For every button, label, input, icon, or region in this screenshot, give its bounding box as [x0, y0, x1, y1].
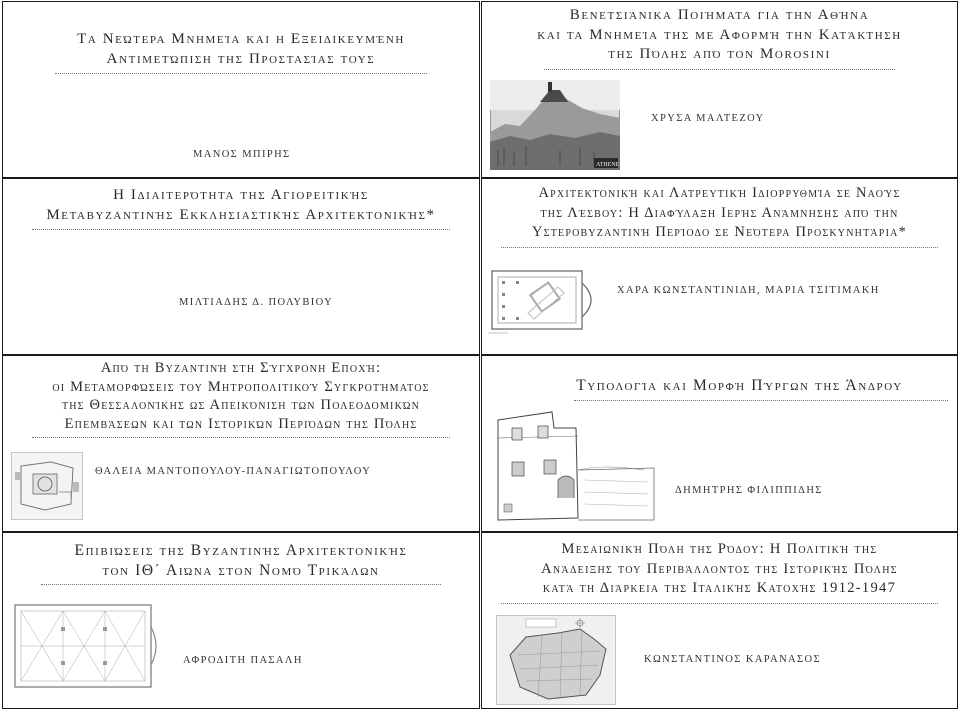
article-author: ΜΑΝΟΣ ΜΠΙΡΗΣ	[193, 149, 291, 160]
title-line: Τα Νεώτερα Μνημεία και η Εξειδικευμένη	[77, 31, 405, 47]
article-title	[3, 541, 479, 585]
article-card-2	[481, 1, 958, 178]
article-author: ΧΡΥΣΑ ΜΑΛΤΕΖΟΥ	[651, 113, 765, 124]
church-floor-plan-drawing	[11, 597, 161, 697]
dotted-rule	[501, 603, 938, 604]
article-title	[3, 30, 479, 74]
title-line: Αντιμετώπιση της Προστασίας τους	[106, 50, 376, 67]
title-line: Βενετσιάνικα Ποιήματα για την Αθήνα	[569, 7, 870, 23]
dotted-rule	[32, 437, 451, 438]
tower-elevation-drawing	[494, 408, 656, 524]
svg-text:ATHENE: ATHENE	[596, 162, 620, 168]
title-line: Επεμβάσεων και των Ιστορικών Περιόδων της Πόλης	[64, 415, 418, 432]
dotted-rule	[544, 69, 896, 70]
article-author: ΘΑΛΕΙΑ ΜΑΝΤΟΠΟΥΛΟΥ-ΠΑΝΑΓΙΩΤΟΠΟΥΛΟΥ	[95, 466, 372, 477]
article-author: ΑΦΡΟΔΙΤΗ ΠΑΣΑΛΗ	[183, 655, 303, 666]
title-line: Αρχιτεκτονική και Λατρευτική Ιδιορρυθμία σε Ναούς	[538, 185, 901, 201]
article-title	[482, 184, 957, 248]
title-line: Ανάδειξης του Περιβάλλοντος της Ιστορικής Πόλης	[541, 560, 898, 577]
dotted-rule	[32, 229, 451, 230]
article-card-8	[481, 532, 958, 709]
title-line: της Λέσβου: Η Διαφύλαξη Ιερής Ανάμνησης από την	[540, 204, 899, 221]
article-card-1	[2, 1, 480, 178]
article-author: ΚΩΝΣΤΑΝΤΙΝΟΣ ΚΑΡΑΝΑΣΟΣ	[644, 654, 822, 665]
title-line: οι Μεταμορφώσεις του Μητροπολιτικού Συγκροτήματος	[52, 378, 430, 395]
title-line: κατά τη Διάρκεια της Ιταλικής Κατοχής 1912-1947	[542, 580, 897, 596]
dotted-rule	[501, 247, 938, 248]
athens-engraving-illustration	[490, 80, 620, 170]
article-card-4	[481, 178, 958, 355]
article-author: ΧΑΡΑ ΚΩΝΣΤΑΝΤΙΝΙΔΗ, ΜΑΡΙΑ ΤΣΙΤΙΜΑΚΗ	[617, 285, 880, 296]
title-line: Από τη Βυζαντινή στη Σύγχρονη Εποχή:	[100, 360, 382, 376]
title-line: Επιβιώσεις της Βυζαντινής Αρχιτεκτονικής	[74, 542, 408, 559]
article-card-5	[2, 355, 480, 532]
metropolitan-complex-site-plan	[11, 452, 83, 520]
article-card-3	[2, 178, 480, 355]
title-line: της Πόλης από τον Morosini	[608, 46, 831, 62]
article-title	[3, 186, 479, 230]
church-plan-drawing	[488, 265, 606, 337]
title-line: και τα Μνημεία της με Αφορμή την Κατάκτηση	[537, 26, 902, 43]
article-author: ΔΗΜΗΤΡΗΣ ΦΙΛΙΠΠΙΔΗΣ	[675, 485, 823, 496]
title-line: της Θεσσαλονίκης ως Απεικόνιση των Πολεοδομικών	[61, 397, 421, 413]
title-line: Υστεροβυζαντινή Περίοδο σε Νεότερα Προσκυνητάρια*	[532, 224, 907, 240]
article-title	[482, 6, 957, 70]
article-author: ΜΙΛΤΙΑΔΗΣ Δ. ΠΟΛΥΒΙΟΥ	[179, 297, 334, 308]
article-card-6	[481, 355, 958, 532]
title-line: Τυπολογία και Μορφή Πύργων της Άνδρου	[576, 377, 903, 394]
dotted-rule	[41, 584, 441, 585]
title-line: τον ΙΘ΄ Αιώνα στον Νομό Τρικάλων	[102, 561, 380, 579]
article-title	[522, 376, 957, 401]
title-line: Η Ιδιαιτερότητα της Αγιορειτικής	[113, 187, 369, 203]
dotted-rule	[574, 400, 948, 401]
title-line: Μεταβυζαντινής Εκκλησιαστικής Αρχιτεκτονικής*	[46, 206, 436, 223]
article-title	[482, 540, 957, 604]
title-line: Μεσαιωνική Πόλη της Ρόδου: Η Πολιτική της	[561, 541, 878, 557]
dotted-rule	[55, 73, 426, 74]
article-title	[3, 359, 479, 438]
rhodes-old-town-map	[496, 615, 616, 705]
article-card-7	[2, 532, 480, 709]
